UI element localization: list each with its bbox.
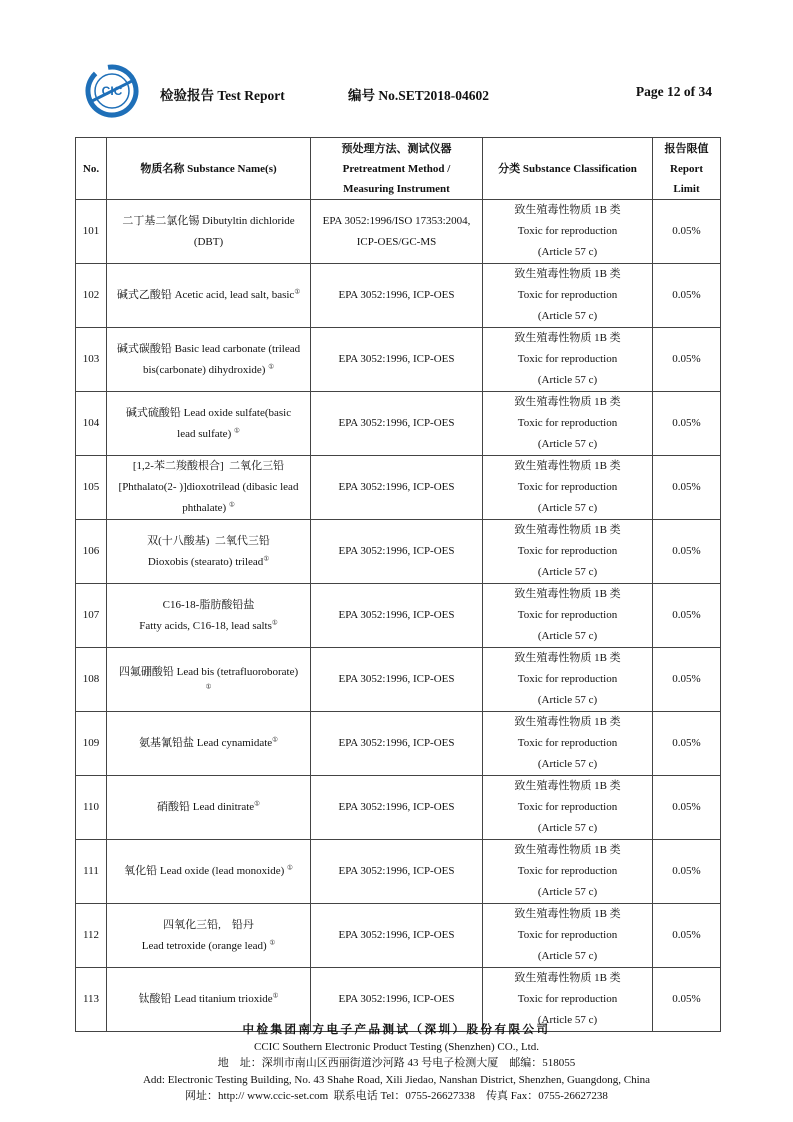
report-limit: 0.05%	[653, 840, 721, 904]
classification-cn: 致生殖毒性物质 1B 类	[514, 588, 621, 600]
classification	[483, 264, 653, 328]
classification-article: (Article 57 c)	[537, 502, 598, 514]
row-number: 103	[76, 328, 107, 392]
report-limit: 0.05%	[653, 712, 721, 776]
report-limit: 0.05%	[653, 520, 721, 584]
table-row	[76, 840, 721, 904]
footnote-mark: ①	[271, 618, 278, 626]
substance-name	[107, 264, 311, 328]
classification-cn: 致生殖毒性物质 1B 类	[514, 268, 621, 280]
classification-en: Toxic for reproduction	[517, 609, 618, 621]
classification-cn: 致生殖毒性物质 1B 类	[514, 844, 621, 856]
substance-name-line: Dioxobis (stearato) trilead	[147, 555, 264, 568]
ccic-logo	[82, 62, 142, 120]
substance-name	[107, 776, 311, 840]
method	[311, 520, 483, 584]
row-number: 106	[76, 520, 107, 584]
col-header-limit	[653, 138, 721, 200]
footnote-mark: ①	[287, 864, 293, 872]
classification-article: (Article 57 c)	[537, 438, 598, 450]
table-row	[76, 904, 721, 968]
substance-name-line: 氧化铅 Lead oxide (lead monoxide)	[124, 865, 287, 877]
row-number: 112	[76, 904, 107, 968]
report-limit: 0.05%	[653, 200, 721, 264]
row-number: 109	[76, 712, 107, 776]
table-row	[76, 200, 721, 264]
report-limit: 0.05%	[653, 392, 721, 456]
classification	[483, 840, 653, 904]
substance-name-line: Lead tetroxide (orange lead)	[141, 939, 270, 952]
classification-en: Toxic for reproduction	[517, 673, 618, 685]
classification-cn: 致生殖毒性物质 1B 类	[514, 652, 621, 664]
substance-name-line: C16-18-脂肪酸铅盐	[162, 598, 255, 611]
method	[311, 840, 483, 904]
row-number: 110	[76, 776, 107, 840]
footnote-mark: ①	[233, 426, 240, 434]
method-line: EPA 3052:1996, ICP-OES	[338, 353, 455, 365]
substance-name-line: 四氧化三铅, 铅丹	[163, 918, 254, 931]
classification-en: Toxic for reproduction	[517, 225, 618, 237]
classification-article: (Article 57 c)	[537, 1014, 598, 1026]
method-line: ICP-OES/GC-MS	[356, 235, 437, 248]
table-row	[76, 584, 721, 648]
classification-cn: 致生殖毒性物质 1B 类	[514, 972, 621, 984]
method	[311, 456, 483, 520]
substance-name-line: 硝酸铅 Lead dinitrate	[157, 801, 255, 813]
classification-en: Toxic for reproduction	[517, 481, 618, 493]
method	[311, 904, 483, 968]
classification-en: Toxic for reproduction	[517, 737, 618, 749]
col-header-no: No.	[76, 138, 107, 200]
footer-contact: 网址：http:// www.ccic-set.com 联系电话 Tel：0755-26627338 传真 Fax：0755-26627238	[185, 1090, 608, 1102]
substance-name	[107, 840, 311, 904]
substance-name	[107, 520, 311, 584]
classification-article: (Article 57 c)	[537, 694, 598, 706]
substance-name-line: bis(carbonate) dihydroxide)	[142, 363, 269, 376]
row-number: 113	[76, 968, 107, 1032]
footer-company-cn: 中检集团南方电子产品测试（深圳）股份有限公司	[242, 1024, 551, 1036]
classification-article: (Article 57 c)	[537, 886, 598, 898]
row-number: 101	[76, 200, 107, 264]
footnote-mark: ①	[272, 992, 279, 1000]
classification	[483, 648, 653, 712]
classification-en: Toxic for reproduction	[517, 993, 618, 1005]
substance-name-line: 氨基氰铅盐 Lead cynamidate	[138, 737, 273, 749]
classification	[483, 904, 653, 968]
row-number: 107	[76, 584, 107, 648]
substance-name-line: 钛酸铅 Lead titanium trioxide	[138, 993, 273, 1005]
table-row	[76, 392, 721, 456]
method-line: EPA 3052:1996, ICP-OES	[338, 673, 455, 685]
classification-article: (Article 57 c)	[537, 246, 598, 258]
classification-en: Toxic for reproduction	[517, 545, 618, 557]
classification-cn: 致生殖毒性物质 1B 类	[514, 524, 621, 536]
substance-name	[107, 712, 311, 776]
report-limit: 0.05%	[653, 264, 721, 328]
page-footer	[0, 1022, 793, 1105]
row-number: 105	[76, 456, 107, 520]
classification	[483, 584, 653, 648]
report-limit: 0.05%	[653, 584, 721, 648]
classification-en: Toxic for reproduction	[517, 353, 618, 365]
substance-name-line: 四氟硼酸铅 Lead bis (tetrafluoroborate)	[118, 666, 299, 678]
classification-cn: 致生殖毒性物质 1B 类	[514, 716, 621, 728]
substance-name	[107, 648, 311, 712]
table-row	[76, 712, 721, 776]
table-row	[76, 328, 721, 392]
substance-name-line: Fatty acids, C16-18, lead salts	[139, 619, 272, 632]
substance-name-line: (DBT)	[193, 235, 224, 248]
classification	[483, 456, 653, 520]
method-line: EPA 3052:1996, ICP-OES	[338, 609, 455, 621]
footnote-mark: ①	[228, 501, 235, 509]
substance-name-line: [Phthalato(2- )]dioxotrilead (dibasic lead	[118, 481, 299, 493]
substance-name-line: 双(十八酸基) 二氧代三铅	[147, 534, 270, 547]
method-line: EPA 3052:1996, ICP-OES	[338, 545, 455, 557]
table-body	[76, 200, 721, 1032]
table-row	[76, 520, 721, 584]
report-limit: 0.05%	[653, 968, 721, 1032]
footnote-mark: ①	[269, 938, 276, 946]
substance-name	[107, 904, 311, 968]
method-line: EPA 3052:1996, ICP-OES	[338, 865, 455, 877]
col-header-limit-cn: 报告限值	[664, 142, 709, 155]
classification-cn: 致生殖毒性物质 1B 类	[514, 204, 621, 216]
classification	[483, 392, 653, 456]
classification-article: (Article 57 c)	[537, 822, 598, 834]
classification-en: Toxic for reproduction	[517, 289, 618, 301]
table-row	[76, 648, 721, 712]
classification-article: (Article 57 c)	[537, 630, 598, 642]
row-number: 108	[76, 648, 107, 712]
footnote-mark: ①	[205, 683, 212, 691]
footer-address-en: Add: Electronic Testing Building, No. 43 Shahe Road, Xili Jiedao, Nanshan District, Shenzhen, Guangdong, China	[142, 1073, 651, 1086]
classification-en: Toxic for reproduction	[517, 865, 618, 877]
classification-article: (Article 57 c)	[537, 758, 598, 770]
classification-article: (Article 57 c)	[537, 566, 598, 578]
substance-name-line: phthalate)	[182, 502, 229, 514]
table-row	[76, 456, 721, 520]
col-header-method-cn: 预处理方法、测试仪器	[341, 142, 452, 155]
substance-name-line: 碱式碳酸铅 Basic lead carbonate (trilead	[116, 342, 301, 355]
method	[311, 392, 483, 456]
substance-name	[107, 584, 311, 648]
classification	[483, 520, 653, 584]
footnote-mark: ①	[263, 554, 270, 562]
report-number: 编号 No.SET2018-04602	[348, 88, 490, 103]
substance-name-line: 碱式乙酸铅 Acetic acid, lead salt, basic	[116, 289, 295, 301]
method-line: EPA 3052:1996/ISO 17353:2004,	[322, 214, 471, 227]
method-line: EPA 3052:1996, ICP-OES	[338, 801, 455, 813]
col-header-method-en1: Pretreatment Method /	[342, 162, 451, 175]
col-header-limit-en1: Report	[670, 162, 703, 175]
logo-text: CIC	[101, 84, 123, 98]
classification-article: (Article 57 c)	[537, 374, 598, 386]
row-number: 111	[76, 840, 107, 904]
footnote-mark: ①	[268, 362, 275, 370]
classification-cn: 致生殖毒性物质 1B 类	[514, 908, 621, 920]
method-line: EPA 3052:1996, ICP-OES	[338, 289, 455, 301]
substance-name-line: 二丁基二氯化锡 Dibutyltin dichloride	[122, 214, 295, 227]
report-limit: 0.05%	[653, 648, 721, 712]
report-limit: 0.05%	[653, 328, 721, 392]
method	[311, 264, 483, 328]
method	[311, 712, 483, 776]
method	[311, 648, 483, 712]
method	[311, 776, 483, 840]
col-header-substance: 物质名称 Substance Name(s)	[107, 138, 311, 200]
table-header-row	[76, 138, 721, 200]
classification-cn: 致生殖毒性物质 1B 类	[514, 460, 621, 472]
classification-article: (Article 57 c)	[537, 950, 598, 962]
footer-address-cn: 地 址：深圳市南山区西丽街道沙河路 43 号电子检测大厦 邮编：518055	[217, 1057, 576, 1069]
report-limit: 0.05%	[653, 776, 721, 840]
method	[311, 584, 483, 648]
classification-cn: 致生殖毒性物质 1B 类	[514, 396, 621, 408]
substance-name-line: lead sulfate)	[177, 427, 234, 440]
substance-name	[107, 392, 311, 456]
report-limit: 0.05%	[653, 904, 721, 968]
method	[311, 328, 483, 392]
classification	[483, 200, 653, 264]
classification	[483, 712, 653, 776]
substance-name-line: 碱式硫酸铅 Lead oxide sulfate(basic	[125, 406, 292, 419]
footnote-mark: ①	[294, 288, 301, 296]
substance-name	[107, 200, 311, 264]
substance-name	[107, 456, 311, 520]
col-header-classification: 分类 Substance Classification	[483, 138, 653, 200]
classification-en: Toxic for reproduction	[517, 929, 618, 941]
report-title: 检验报告 Test Report	[160, 88, 285, 103]
footnote-mark: ①	[254, 800, 260, 808]
method-line: EPA 3052:1996, ICP-OES	[338, 929, 455, 941]
table-row	[76, 264, 721, 328]
method-line: EPA 3052:1996, ICP-OES	[338, 993, 455, 1005]
classification	[483, 328, 653, 392]
col-header-method-en2: Measuring Instrument	[343, 182, 450, 195]
classification-cn: 致生殖毒性物质 1B 类	[514, 332, 621, 344]
method-line: EPA 3052:1996, ICP-OES	[338, 417, 455, 429]
row-number: 104	[76, 392, 107, 456]
classification	[483, 776, 653, 840]
substance-name	[107, 328, 311, 392]
col-header-method	[311, 138, 483, 200]
classification-en: Toxic for reproduction	[517, 801, 618, 813]
method-line: EPA 3052:1996, ICP-OES	[338, 737, 455, 749]
method-line: EPA 3052:1996, ICP-OES	[338, 481, 455, 493]
page-header	[80, 62, 720, 124]
classification-cn: 致生殖毒性物质 1B 类	[514, 780, 621, 792]
substance-table	[75, 137, 721, 1032]
col-header-limit-en2: Limit	[673, 182, 700, 195]
footnote-mark: ①	[272, 736, 278, 744]
report-limit: 0.05%	[653, 456, 721, 520]
footer-company-en: CCIC Southern Electronic Product Testing (Shenzhen) CO., Ltd.	[254, 1040, 539, 1053]
substance-name-line: [1,2-苯二羧酸根合] 二氧化三铅	[132, 460, 285, 472]
page-number: Page 12 of 34	[635, 84, 712, 99]
method	[311, 200, 483, 264]
classification-article: (Article 57 c)	[537, 310, 598, 322]
row-number: 102	[76, 264, 107, 328]
classification-en: Toxic for reproduction	[517, 417, 618, 429]
table-row	[76, 776, 721, 840]
